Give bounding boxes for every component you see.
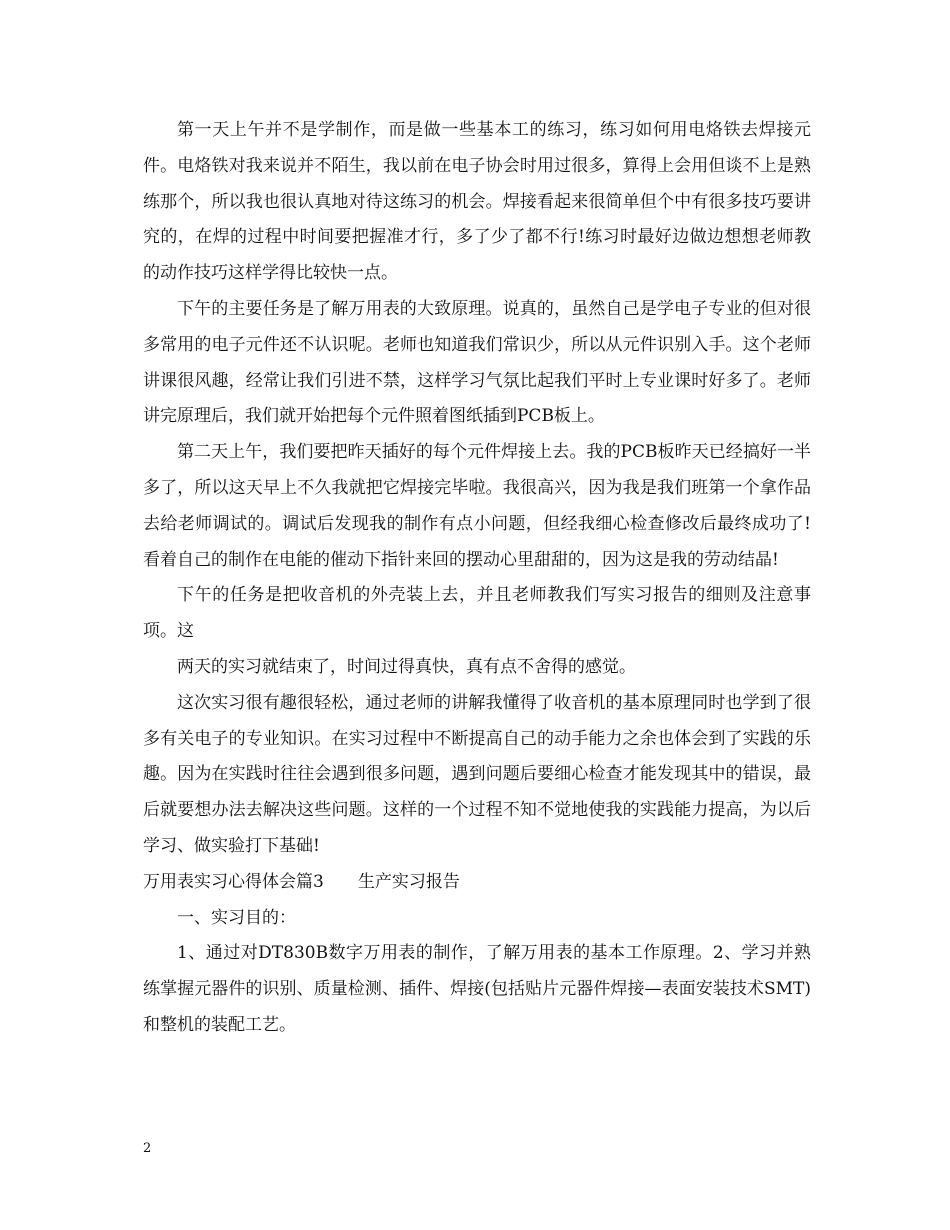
section-subheading: 一、实习目的： xyxy=(177,907,296,928)
page-number: 2 xyxy=(143,1141,152,1156)
section-heading: 万用表实习心得体会篇3 生产实习报告 xyxy=(143,871,460,892)
paragraph-day2-morning: 第二天上午，我们要把昨天插好的每个元件焊接上去。我的PCB板昨天已经搞好一半多了，所以这天早上不久我就把它焊接完毕啦。我很高兴，因为我是我们班第一个拿作品去给老师调试的。调试后发现我的制作有点小问题，但经我细心检查修改后最终成功了!看着自己的制作在电能的催动下指针来回的摆动心里甜甜的，因为这是我的劳动结晶! xyxy=(143,442,811,570)
document-body xyxy=(143,113,811,1044)
paragraph-day1-morning: 第一天上午并不是学制作，而是做一些基本工的练习，练习如何用电烙铁去焊接元件。电烙铁对我来说并不陌生，我以前在电子协会时用过很多，算得上会用但谈不上是熟练那个，所以我也很认真地对待这练习的机会。焊接看起来很简单但个中有很多技巧要讲究的，在焊的过程中时间要把握准才行，多了少了都不行!练习时最好边做边想想老师教的动作技巧这样学得比较快一点。 xyxy=(143,120,811,284)
paragraph-purpose: 1、通过对DT830B数字万用表的制作，了解万用表的基本工作原理。2、学习并熟练掌握元器件的识别、质量检测、插件、焊接(包括贴片元器件焊接—表面安装技术SMT)和整机的装配工艺。 xyxy=(143,943,811,1035)
paragraph-day2-afternoon: 下午的任务是把收音机的外壳装上去，并且老师教我们写实习报告的细则及注意事项。这 xyxy=(143,585,811,642)
paragraph-day1-afternoon: 下午的主要任务是了解万用表的大致原理。说真的，虽然自己是学电子专业的但对很多常用的电子元件还不认识呢。老师也知道我们常识少，所以从元件识别入手。这个老师讲课很风趣，经常让我们引进不禁，这样学习气氛比起我们平时上专业课时好多了。老师讲完原理后，我们就开始把每个元件照着图纸插到PCB板上。 xyxy=(143,298,811,427)
paragraph-summary: 这次实习很有趣很轻松，通过老师的讲解我懂得了收音机的基本原理同时也学到了很多有关电子的专业知识。在实习过程中不断提高自己的动手能力之余也体会到了实践的乐趣。因为在实践时往往会遇到很多问题，遇到问题后要细心检查才能发现其中的错误，最后就要想办法去解决这些问题。这样的一个过程不知不觉地使我的实践能力提高，为以后学习、做实验打下基础! xyxy=(143,692,811,856)
paragraph-internship-end: 两天的实习就结束了，时间过得真快，真有点不舍得的感觉。 xyxy=(177,656,636,677)
